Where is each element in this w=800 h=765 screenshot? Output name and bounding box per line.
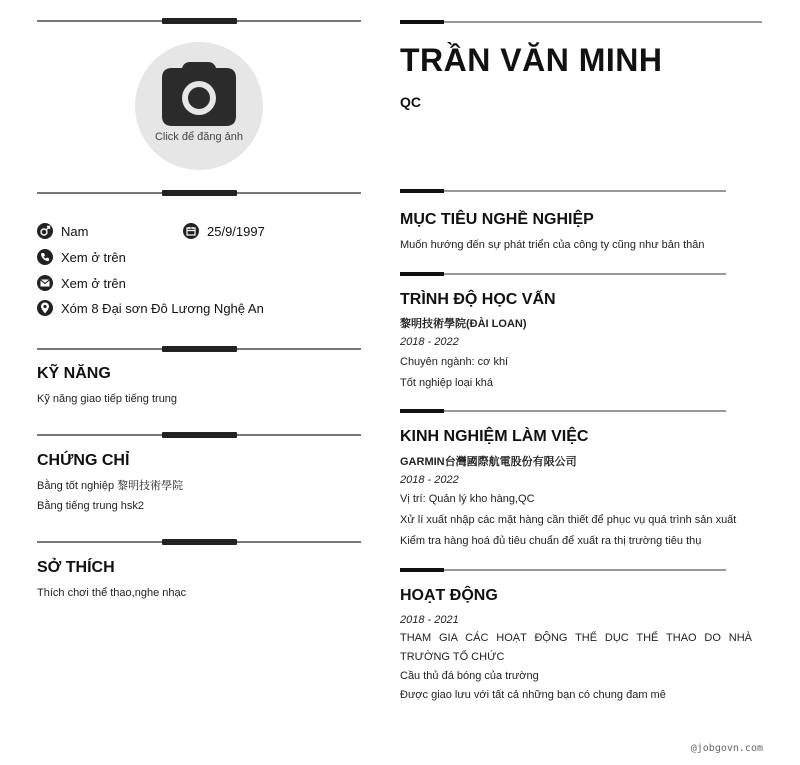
birthday-value: 25/9/1997 bbox=[207, 223, 265, 239]
divider-education bbox=[400, 273, 726, 275]
divider-certificates bbox=[37, 434, 361, 436]
education-line: Chuyên ngành: cơ khí bbox=[400, 356, 509, 368]
experience-company: GARMIN台灣國際航電股份有限公司 bbox=[400, 456, 577, 468]
calendar-icon bbox=[183, 223, 199, 239]
divider-experience bbox=[400, 410, 726, 412]
education-title: TRÌNH ĐỘ HỌC VẤN bbox=[400, 291, 556, 308]
avatar-upload[interactable] bbox=[135, 42, 263, 170]
activity-line: Cầu thủ đá bóng của trường bbox=[400, 670, 539, 682]
divider-profile bbox=[37, 192, 361, 194]
education-period: 2018 - 2022 bbox=[400, 336, 459, 348]
experience-line: Xử lí xuất nhập các mặt hàng cần thiết để phục vụ quá trình sản xuất bbox=[400, 514, 737, 526]
experience-line: Kiểm tra hàng hoá đủ tiêu chuẩn để xuất ra thị trường tiêu thụ bbox=[400, 535, 702, 547]
divider-hobbies bbox=[37, 541, 361, 543]
skills-title: KỸ NĂNG bbox=[37, 365, 111, 382]
hobby-item: Thích chơi thể thao,nghe nhạc bbox=[37, 587, 187, 599]
gender-row bbox=[37, 223, 88, 239]
certificate-item: Bằng tốt nghiệp 黎明技術學院 bbox=[37, 480, 184, 492]
gender-icon bbox=[37, 223, 53, 239]
watermark: @jobgovn.com bbox=[690, 743, 763, 754]
education-school: 黎明技術學院(ĐÀI LOAN) bbox=[400, 318, 527, 330]
location-icon bbox=[37, 300, 53, 316]
skill-item: Kỹ năng giao tiếp tiếng trung bbox=[37, 393, 178, 405]
email-value: Xem ở trên bbox=[61, 275, 126, 291]
address-row bbox=[37, 300, 264, 316]
candidate-position: QC bbox=[400, 94, 421, 110]
email-icon bbox=[37, 275, 53, 291]
address-value: Xóm 8 Đại sơn Đô Lương Nghệ An bbox=[61, 300, 264, 316]
education-line: Tốt nghiệp loại khá bbox=[400, 377, 493, 389]
phone-icon bbox=[37, 249, 53, 265]
objective-text: Muốn hướng đến sự phát triển của công ty cũng như bản thân bbox=[400, 239, 705, 251]
experience-period: 2018 - 2022 bbox=[400, 474, 459, 486]
objective-title: MỤC TIÊU NGHỀ NGHIỆP bbox=[400, 211, 594, 228]
divider-objective bbox=[400, 190, 726, 192]
email-row bbox=[37, 275, 126, 291]
gender-value: Nam bbox=[61, 223, 89, 239]
phone-row bbox=[37, 249, 126, 265]
activity-line: THAM GIA CÁC HOẠT ĐỘNG THỂ DỤC THỂ THAO DO NHÀ TRƯỜNG TỔ CHỨC bbox=[400, 632, 752, 663]
divider-skills bbox=[37, 348, 361, 350]
activities-list bbox=[400, 629, 752, 705]
experience-title: KINH NGHIỆM LÀM VIỆC bbox=[400, 428, 589, 445]
activities-period: 2018 - 2021 bbox=[400, 614, 459, 626]
candidate-name: TRẦN VĂN MINH bbox=[400, 42, 663, 78]
hobbies-title: SỞ THÍCH bbox=[37, 559, 115, 576]
divider-activities bbox=[400, 569, 726, 571]
activity-line: Được giao lưu với tất cả những bạn có chung đam mê bbox=[400, 689, 666, 701]
avatar-caption: Click để đăng ảnh bbox=[154, 131, 244, 143]
activities-title: HOẠT ĐỘNG bbox=[400, 587, 498, 604]
certificate-item: Bằng tiếng trung hsk2 bbox=[37, 500, 145, 512]
phone-value: Xem ở trên bbox=[61, 249, 126, 265]
divider-header bbox=[400, 21, 762, 23]
divider-top-left bbox=[37, 20, 361, 22]
camera-icon bbox=[160, 60, 238, 133]
certificates-title: CHỨNG CHỈ bbox=[37, 452, 130, 469]
birthday-row bbox=[183, 223, 265, 239]
experience-line: Vị trí: Quản lý kho hàng,QC bbox=[400, 493, 535, 505]
